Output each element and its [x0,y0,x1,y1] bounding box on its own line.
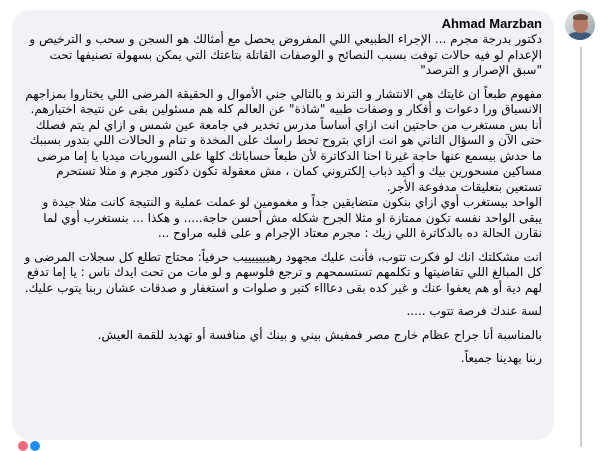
thread-line [580,47,582,447]
comment-paragraph: مفهوم طبعاً ان غايتك هي الانتشار و الترند و بالتالي جني الأموال و الحقيقة المرضى اللي يختاروا بمزاجهم الانسياق ورا دعوات و أفكار و وصفات طبيه "شاذة" عن العالم كله هم مسئولين بقى عن نتيجة اختيارهم. [25,86,542,116]
comment-paragraph: لسة عندك فرصة تتوب ..... [406,304,542,318]
reaction-icons[interactable] [18,441,48,447]
like-reaction-icon [30,441,40,451]
comment-paragraph: أنا بس مستغرب من حاجتين انت ازاي أساساً مدرس تخدير في جامعة عين شمس و ازاي لم يتم فصلك حتى الآن و السؤال التاني هو انت ازاي بتروح تحط راسك على المخدة و تنام و الحالات اللي بتدور بسببك ما حدش بيسمع عنها حاجة غيرنا احنا الدكاترة لأن طبعاً حساباتك كلها على السوريات ميديا يا إما مرضى مساكين مسحورين بيك و أكيد ذباب إلكتروني كمان ، مش معقولة تكون دكتور مجرم و مثلا تستحرم تستعين بتعليقات مدفوعة الأجر. [29,117,542,194]
comment-paragraph: بالمناسبة أنا جراح عظام خارج مصر فمفيش بيني و بينك أي منافسة أو تهديد للقمة العيش. [97,327,542,342]
avatar-hair [573,14,588,20]
comment-paragraph: انت مشكلتك انك لو فكرت تتوب، فأنت عليك مجهود رهيييييييب حرفياً: محتاج تطلع كل سجلات المرضى و كل المبالغ اللي تقاضيتها و تكلمهم تستسمحهم و ترجع فلوسهم و لو مات من تحت ايدك ناس : يا إما تدفع لهم دية أو هم يعفوا عنك و غير كده بقى دعاااء كتير و صلوات و استغفار و صدقات عشان ربنا يتوب عليك. [24,249,542,295]
comment-paragraph: دكتور بدرجة مجرم ... الإجراء الطبيعي اللي المفروض يحصل مع أمثالك هو السجن و سحب و الترخيص و الإعدام لو فيه حالات توفت بسبب النصائح و الوصفات القاتلة بتاعتك التي يمكن بسهولة تصنيفها تحت "سبق الإصرار و الترصد" [29,32,542,77]
comment-bubble [12,10,554,440]
love-reaction-icon [18,441,28,451]
comment-paragraph: الواحد بيستغرب أوي ازاي بنكون متضايقين جداً و مغمومين لو عملت عملية و النتيجة كانت مثلا جيدة و يبقى الواحد نفسه تكون ممتازة او مثلا الجرح شكله مش أحسن حاجة..... و هكذا ... بنستغرب أوي لما نقارن الحالة ده بالدكاترة اللي زيك : مجرم معتاد الإجرام و على قلبه مراوح ... [42,195,542,240]
comment-author[interactable]: Ahmad Marzban [441,16,542,31]
comment-paragraph: ربنا يهدينا جميعاً. [460,351,542,365]
avatar[interactable] [565,10,595,40]
avatar-shirt [568,32,592,40]
